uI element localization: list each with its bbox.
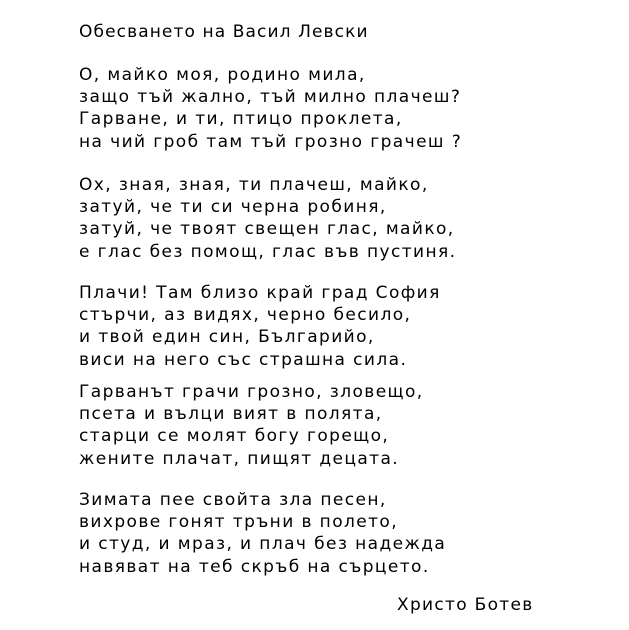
stanza-4 [79, 381, 424, 470]
stanza-1 [79, 64, 462, 153]
stanza-line: псета и вълци вият в полята, [79, 404, 383, 425]
stanza-line: и твой един син, Българийо, [79, 327, 375, 348]
stanza-line: на чий гроб там тъй грозно грачеш ? [79, 131, 463, 152]
stanza-line: е глас без помощ, глас във пустиня. [79, 241, 457, 262]
poem-title: Обесването на Васил Левски [79, 22, 369, 42]
stanza-line: виси на него със страшна сила. [79, 349, 408, 370]
stanza-line: навяват на теб скръб на сърцето. [79, 556, 430, 577]
stanza-line: жените плачат, пищят децата. [79, 448, 400, 469]
stanza-line: затуй, че ти си черна робиня, [79, 197, 387, 218]
poem-author: Христо Ботев [397, 595, 534, 615]
stanza-line: защо тъй жално, тъй милно плачеш? [79, 87, 462, 108]
stanza-line: Гарванът грачи грозно, зловещо, [79, 382, 424, 402]
stanza-line: и студ, и мраз, и плач без надежда [79, 534, 447, 555]
stanza-line: затуй, че твоят свещен глас, майко, [79, 219, 455, 240]
stanza-line: Ох, зная, зная, ти плачеш, майко, [79, 175, 429, 195]
stanza-5 [79, 489, 446, 578]
stanza-line: стърчи, аз видях, черно бесило, [79, 305, 412, 326]
stanza-2 [79, 174, 456, 263]
stanza-line: О, майко моя, родино мила, [79, 65, 366, 85]
stanza-line: вихрове гонят тръни в полето, [79, 512, 399, 533]
stanza-line: Зимата пее свойта зла песен, [79, 490, 387, 510]
stanza-3 [79, 282, 441, 371]
stanza-line: Гарване, и ти, птицо проклета, [79, 109, 403, 130]
stanza-line: старци се молят богу горещо, [79, 426, 390, 447]
stanza-line: Плачи! Там близо край град София [79, 283, 441, 303]
